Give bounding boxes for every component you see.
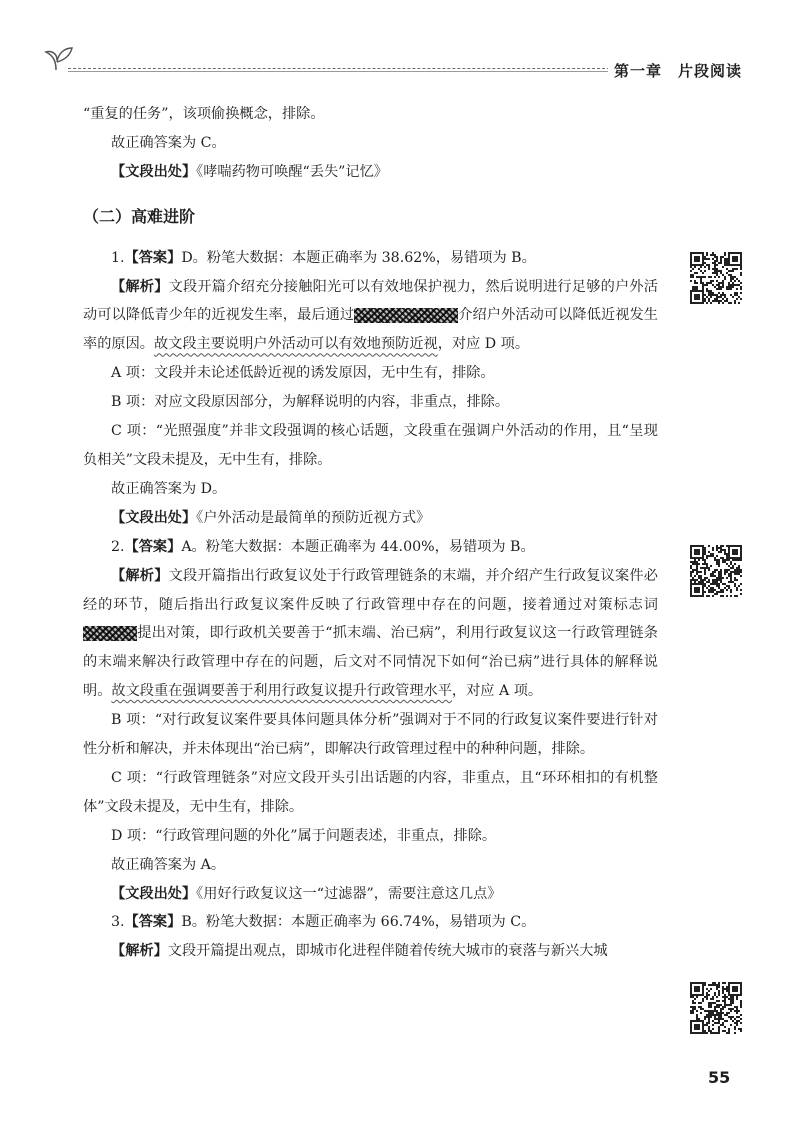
answer-text: A。粉笔大数据：本题正确率为 44.00%，易错项为 B。 bbox=[181, 538, 535, 555]
header-rule bbox=[68, 71, 640, 72]
answer-text: D。粉笔大数据：本题正确率为 38.62%，易错项为 B。 bbox=[181, 249, 536, 266]
paragraph: “重复的任务”，该项偷换概念，排除。 bbox=[83, 106, 325, 122]
answer-line bbox=[83, 244, 658, 273]
option-analysis-a: A 项：文段并未论述低龄近视的诱发原因，无中生有，排除。 bbox=[111, 365, 495, 382]
explanation-text: 介绍户外活动可以降低近视发生率的原因。 bbox=[83, 307, 658, 353]
source-tag: 【文段出处】 bbox=[111, 885, 197, 902]
answer-tag: 【答案】 bbox=[124, 914, 182, 931]
question-number: 1. bbox=[111, 249, 125, 266]
option-analysis-d: D 项：“行政管理问题的外化”属于问题表述，非重点，排除。 bbox=[111, 827, 497, 844]
answer-line bbox=[83, 533, 658, 562]
conclusion: 故正确答案为 A。 bbox=[111, 856, 226, 873]
key-sentence: 故文段重在强调要善于利用行政复议提升行政管理水平 bbox=[111, 683, 452, 700]
source-tag: 【文段出处】 bbox=[111, 509, 197, 526]
answer-line bbox=[83, 908, 658, 937]
source-line bbox=[83, 880, 658, 909]
explanation-tag: 【解析】 bbox=[111, 943, 168, 960]
answer-tag: 【答案】 bbox=[124, 249, 182, 266]
explanation-tag: 【解析】 bbox=[111, 278, 169, 295]
chapter-label: 第一章 bbox=[614, 62, 663, 80]
explanation bbox=[83, 273, 658, 360]
obscured-text-image bbox=[83, 626, 137, 641]
question-number: 3. bbox=[111, 914, 125, 931]
key-sentence: 故文段主要说明户外活动可以有效地预防近视 bbox=[153, 336, 438, 353]
option-analysis-c: C 项：“光照强度”并非文段强调的核心话题，文段重在强调户外活动的作用，且“呈现负相关”文段未提及，无中生有，排除。 bbox=[83, 423, 658, 468]
section-label: 片段阅读 bbox=[678, 62, 743, 80]
explanation-text: ，对应 D 项。 bbox=[437, 336, 530, 353]
obscured-text-image bbox=[354, 308, 458, 323]
option-analysis-c: C 项：“行政管理链条”对应文段开头引出话题的内容，非重点，且“环环相扣的有机整体”文段未提及，无中生有，排除。 bbox=[83, 769, 658, 815]
explanation-tag: 【解析】 bbox=[111, 567, 169, 584]
answer-text: B。粉笔大数据：本题正确率为 66.74%，易错项为 C。 bbox=[181, 914, 536, 931]
explanation bbox=[83, 562, 658, 707]
page-body bbox=[83, 100, 658, 966]
answer-tag: 【答案】 bbox=[124, 538, 182, 555]
explanation-text: 文段开篇提出观点，即城市化进程伴随着传统大城市的衰落与新兴大城 bbox=[167, 943, 608, 960]
question-number: 2. bbox=[111, 538, 125, 555]
option-analysis-b: B 项：“对行政复议案件要具体问题具体分析”强调对于不同的行政复议案件要进行针对性分析和解决，并未体现出“治已病”，即解决行政管理过程中的种种问题，排除。 bbox=[83, 712, 658, 758]
conclusion: 故正确答案为 D。 bbox=[111, 480, 227, 497]
source-title: 《户外活动是最简单的预防近视方式》 bbox=[196, 509, 431, 526]
section-heading: （二）高难进阶 bbox=[83, 206, 196, 226]
source-title: 《哮喘药物可唤醒“丢失”记忆》 bbox=[196, 163, 388, 180]
explanation-text: 文段开篇介绍充分接触阳光可以有效地保护视力，然后说明进行足够的户外活动可以降低青少年的近视发生率，最后通过 bbox=[83, 278, 658, 324]
qr-code-icon[interactable] bbox=[690, 252, 742, 304]
source-tag: 【文段出处】 bbox=[111, 163, 197, 180]
explanation-text: 提出对策，即行政机关要善于“抓末端、治已病”，利用行政复议这一行政管理链条的末端来解决行政管理中存在的问题，后文对不同情况下如何“治已病”进行具体的解释说明。 bbox=[83, 625, 658, 700]
qr-code-icon[interactable] bbox=[690, 982, 742, 1034]
qr-code-icon[interactable] bbox=[690, 545, 742, 597]
chapter-title bbox=[608, 60, 742, 81]
conclusion: 故正确答案为 C。 bbox=[111, 134, 226, 151]
running-header bbox=[40, 38, 770, 78]
page-number: 55 bbox=[708, 1068, 731, 1087]
source-line bbox=[83, 158, 658, 187]
source-line bbox=[83, 504, 658, 533]
source-title: 《用好行政复议这一“过滤器”，需要注意这几点》 bbox=[196, 885, 502, 902]
header-rule-dashed bbox=[68, 68, 640, 69]
explanation bbox=[83, 937, 658, 966]
explanation-text: ，对应 A 项。 bbox=[451, 683, 543, 700]
option-analysis-b: B 项：对应文段原因部分，为解释说明的内容，非重点，排除。 bbox=[111, 394, 510, 411]
explanation-text: 文段开篇指出行政复议处于行政管理链条的末端，并介绍产生行政复议案件必经的环节，随后指出行政复议案件反映了行政管理中存在的问题，接着通过对策标志词 bbox=[83, 567, 658, 613]
